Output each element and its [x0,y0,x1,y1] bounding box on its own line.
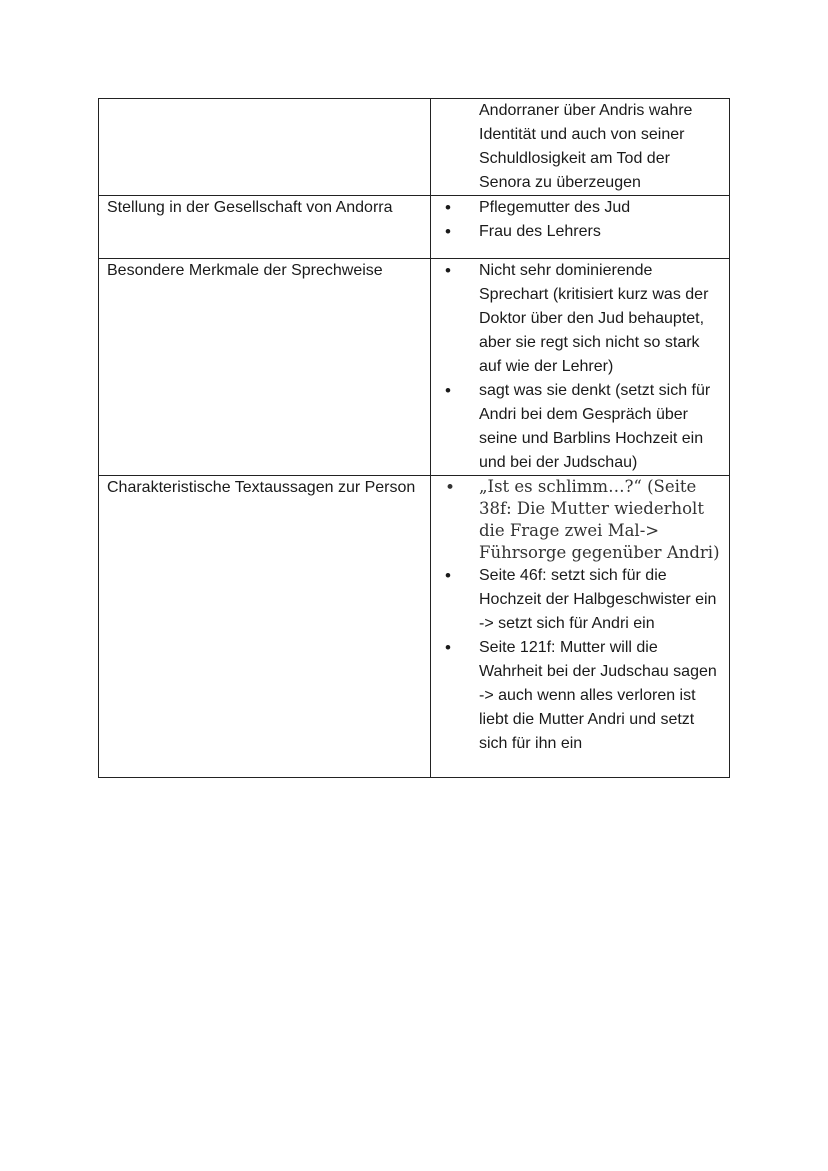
table-row [99,476,730,778]
list-item: • sagt was sie denkt (setzt sich für Andri bei dem Gespräch über seine und Barblins Hochzeit ein und bei der Judschau) [431,379,721,475]
row-text: Andorraner über Andris wahre Identität und auch von seiner Schuldlosigkeit am Tod der Senora zu überzeugen [479,102,693,191]
row-label: Stellung in der Gesellschaft von Andorra [99,196,431,259]
list-item: • Nicht sehr dominierende Sprechart (kritisiert kurz was der Doktor über den Jud behauptet, aber sie regt sich nicht so stark auf wie der Lehrer) [431,259,721,379]
table-row [99,259,730,476]
list-item: • Seite 121f: Mutter will die Wahrheit bei der Judschau sagen -> auch wenn alles verloren ist liebt die Mutter Andri und setzt sich für ihn ein [431,636,721,756]
list-item: • Frau des Lehrers [431,220,721,244]
row-label: Charakteristische Textaussagen zur Person [99,476,431,778]
character-table [98,98,730,778]
table-row [99,99,730,196]
bullet-list [431,196,721,244]
row-label [99,99,431,196]
row-label: Besondere Merkmale der Sprechweise [99,259,431,476]
list-item: • Seite 46f: setzt sich für die Hochzeit der Halbgeschwister ein -> setzt sich für Andri ein [431,564,721,636]
list-item-quote: • „Ist es schlimm…?“ (Seite 38f: Die Mutter wiederholt die Frage zwei Mal-> Führsorge gegenüber Andri) [431,476,721,564]
bullet-list [431,259,721,475]
list-item: • Pflegemutter des Jud [431,196,721,220]
bullet-list [431,476,721,756]
table-row [99,196,730,259]
